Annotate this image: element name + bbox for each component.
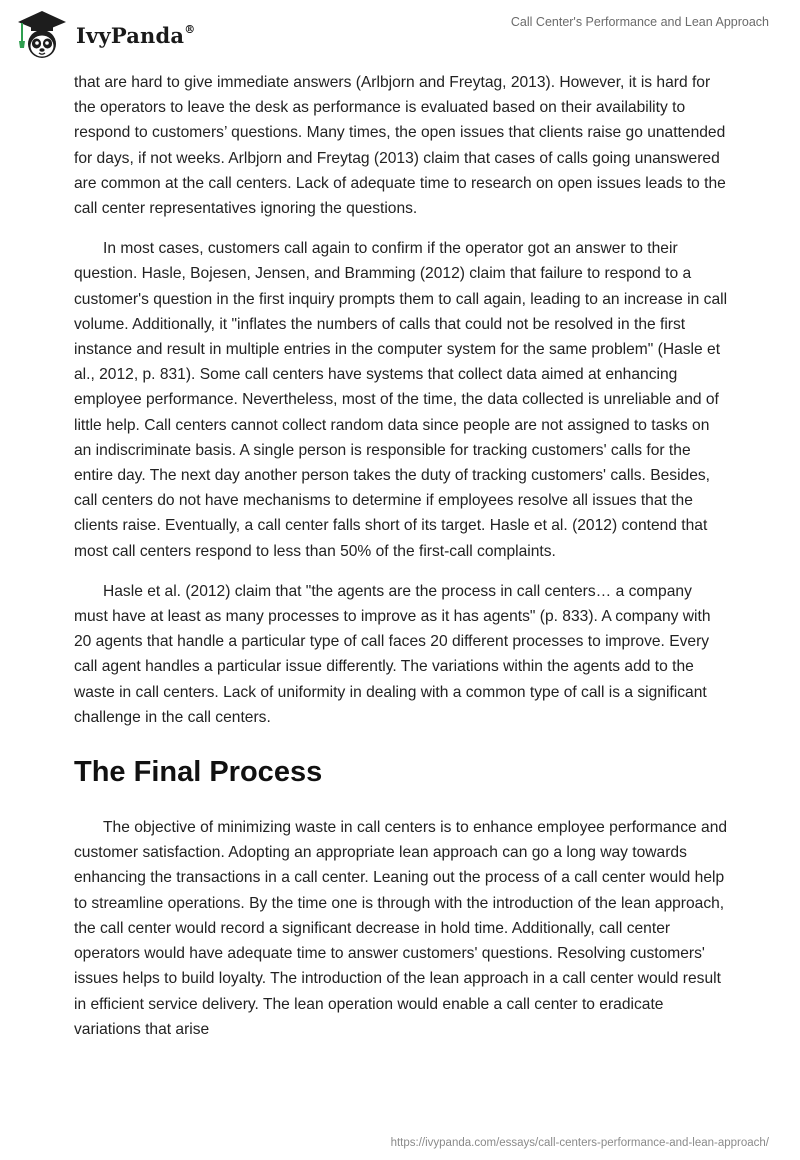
source-url[interactable]: https://ivypanda.com/essays/call-centers-performance-and-lean-approach/ [390,1137,769,1149]
section-heading: The Final Process [74,756,323,789]
document-title: Call Center's Performance and Lean Approach [510,15,769,29]
brand-name: IvyPanda® [76,22,196,48]
essay-body [74,70,728,1057]
page-header [0,0,800,66]
paragraph-3: Hasle et al. (2012) claim that "the agents are the process in call centers… a company must have at least as many processes to improve as it has agents" (p. 833). A company with 20 agents that handle a particular type of call faces 20 different processes to improve. Every call agent handles a particular issue differently. The variations within the agents add to the waste in call centers. Lack of uniformity in dealing with a common type of call is a significant challenge in the call centers. [74,582,711,726]
paragraph-2: In most cases, customers call again to confirm if the operator got an answer to their question. Hasle, Bojesen, Jensen, and Bramming (2012) claim that failure to respond to a customer's question in the first inquiry prompts them to call again, leading to an increase in call volume. Additionally, it "inflates the numbers of calls that could not be resolved in the first instance and result in multiple entries in the computer system for the same problem" (Hasle et al., 2012, p. 831). Some call centers have systems that collect data aimed at enhancing employee performance. Nevertheless, most of the time, the data collected is unreliable and of little help. Call centers cannot collect random data since people are not assigned to tasks on an indiscriminate basis. A single person is responsible for tracking customers' calls for the entire day. The next day another person takes the duty of tracking customers' calls. Besides, call centers do not have mechanisms to determine if employees resolve all issues that the clients raise. Eventually, a call center falls short of its target. Hasle et al. (2012) contend that most call centers respond to less than 50% of the first-call complaints. [74,240,728,560]
panda-graduate-icon [14,8,70,60]
brand-logo[interactable] [14,6,195,62]
paragraph-1: that are hard to give immediate answers (Arlbjorn and Freytag, 2013). However, it is hard for the operators to leave the desk as performance is evaluated based on their availability to respond to customers’ questions. Many times, the open issues that clients raise go unattended for days, if not weeks. Arlbjorn and Freytag (2013) claim that cases of calls going unanswered are common at the call centers. Lack of adequate time to research on open issues leads to the call center representatives ignoring the questions. [74,74,726,218]
paragraph-4: The objective of minimizing waste in call centers is to enhance employee performance and customer satisfaction. Adopting an appropriate lean approach can go a long way towards enhancing the transactions in a call center. Leaning out the process of a call center would help to streamline operations. By the time one is through with the introduction of the lean approach, the call center would record a significant decrease in hold time. Additionally, call center operators would have adequate time to answer customers' questions. Resolving customers' issues helps to build loyalty. The introduction of the lean approach in a call center would result in efficient service delivery. The lean operation would enable a call center to eradicate variations that arise [74,819,728,1038]
